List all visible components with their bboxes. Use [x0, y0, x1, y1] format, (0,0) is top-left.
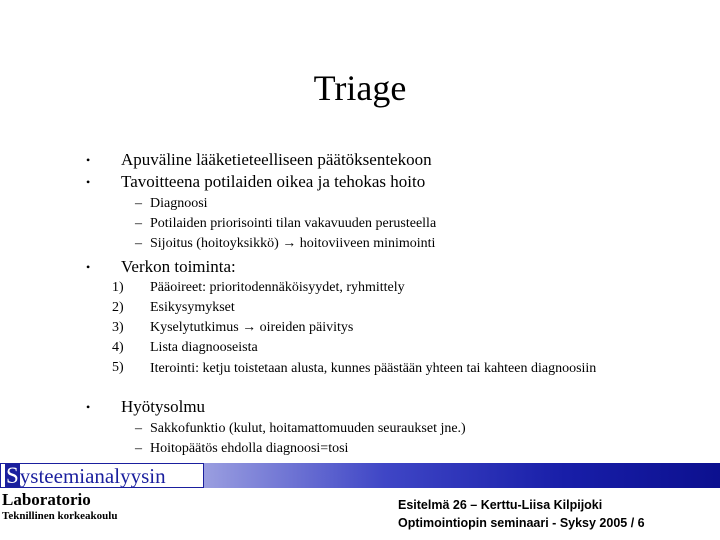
- bullet-text: Tavoitteena potilaiden oikea ja tehokas hoito: [121, 172, 426, 191]
- step-number: 3): [112, 320, 124, 335]
- bullet-text: Apuväline lääketieteelliseen päätöksentekoon: [121, 150, 432, 169]
- bullet-mark: •: [86, 153, 91, 167]
- slide-title: Triage: [313, 68, 407, 108]
- subitem-text: Potilaiden priorisointi tilan vakavuuden perusteella: [150, 216, 437, 231]
- subitem-marker: –: [135, 441, 142, 456]
- subitem-text: Sijoitus (hoitoyksikkö) → hoitoviiveen minimointi: [150, 236, 436, 251]
- footer-presentation: Esitelmä 26 – Kerttu-Liisa Kilpijoki: [398, 498, 603, 512]
- subitem-text: Hoitopäätös ehdolla diagnoosi=tosi: [150, 441, 349, 456]
- step-number: 1): [112, 280, 124, 295]
- subitem-text: Diagnoosi: [150, 196, 208, 211]
- subitem-marker: –: [135, 196, 142, 211]
- subitem-marker: –: [135, 421, 142, 436]
- bullet-text: Hyötysolmu: [121, 397, 206, 416]
- bullet-mark: •: [86, 400, 91, 414]
- subitem-marker: –: [135, 216, 142, 231]
- footer-bar: [204, 463, 720, 488]
- footer-seminar: Optimointiopin seminaari - Syksy 2005 / 6: [398, 516, 645, 530]
- subitem-marker: –: [135, 236, 142, 251]
- step-text: Lista diagnooseista: [150, 340, 258, 355]
- step-number: 5): [112, 360, 124, 375]
- step-number: 2): [112, 300, 124, 315]
- step-text: Kyselytutkimus → oireiden päivitys: [150, 320, 354, 335]
- university-name: Teknillinen korkeakoulu: [2, 510, 118, 522]
- lab-logo: [0, 463, 204, 488]
- logo-rest: ysteemianalyysin: [19, 464, 166, 488]
- step-text: Esikysymykset: [150, 300, 235, 315]
- step-number: 4): [112, 340, 124, 355]
- bullet-text: Verkon toiminta:: [121, 257, 236, 276]
- bullet-mark: •: [86, 260, 91, 274]
- logo-initial: S: [6, 463, 19, 488]
- lab-name: Laboratorio: [2, 490, 91, 509]
- step-text: Iterointi: ketju toistetaan alusta, kunnes päästään yhteen tai kahteen diagnoosiin: [150, 361, 597, 376]
- bullet-mark: •: [86, 175, 91, 189]
- subitem-text: Sakkofunktio (kulut, hoitamattomuuden seuraukset jne.): [150, 421, 466, 436]
- logo-text: [5, 464, 166, 488]
- step-text: Pääoireet: prioritodennäköisyydet, ryhmittely: [150, 280, 405, 295]
